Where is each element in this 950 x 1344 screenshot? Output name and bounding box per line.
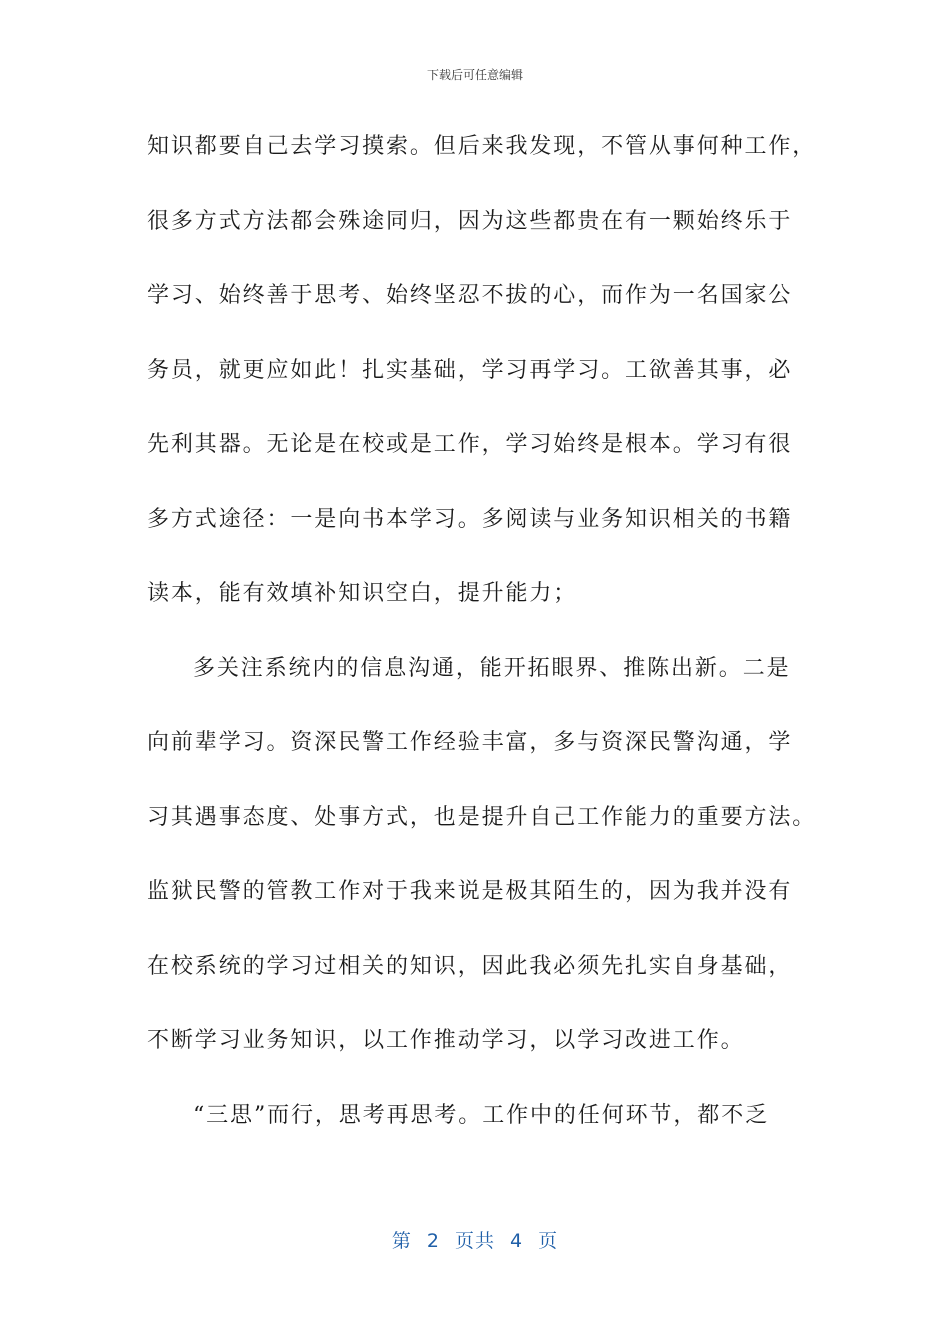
text-line-9: 向前辈学习。资深民警工作经验丰富，多与资深民警沟通，学 — [147, 730, 793, 755]
text-line-6: 多方式途径：一是向书本学习。多阅读与业务知识相关的书籍 — [147, 506, 793, 532]
text-line-2: 很多方式方法都会殊途同归，因为这些都贵在有一颗始终乐于 — [147, 208, 793, 234]
page-header: 下载后可任意编辑 — [426, 68, 523, 82]
text-line-3: 学习、始终善于思考、始终坚忍不拔的心，而作为一名国家公 — [147, 283, 793, 308]
text-line-7: 读本，能有效填补知识空白，提升能力； — [147, 581, 578, 606]
text-line-13: 不断学习业务知识，以工作推动学习，以学习改进工作。 — [147, 1028, 745, 1053]
text-line-1: 知识都要自己去学习摸索。但后来我发现，不管从事何种工作， — [147, 134, 817, 159]
text-line-4: 务员，就更应如此！扎实基础，学习再学习。工欲善其事，必 — [147, 357, 793, 383]
text-line-10: 习其遇事态度、处事方式，也是提升自己工作能力的重要方法。 — [147, 804, 817, 830]
text-line-12: 在校系统的学习过相关的知识，因此我必须先扎实自身基础， — [147, 953, 793, 979]
document-body — [147, 126, 867, 1169]
page-number-footer: 第 2 页共 4 页 — [391, 1230, 559, 1252]
text-line-5: 先利其器。无论是在校或是工作，学习始终是根本。学习有很 — [147, 432, 793, 457]
text-line-14: “三思”而行，思考再思考。工作中的任何环节，都不乏 — [193, 1102, 769, 1128]
text-line-8: 多关注系统内的信息沟通，能开拓眼界、推陈出新。二是 — [193, 655, 791, 681]
text-line-11: 监狱民警的管教工作对于我来说是极其陌生的，因为我并没有 — [147, 879, 793, 904]
